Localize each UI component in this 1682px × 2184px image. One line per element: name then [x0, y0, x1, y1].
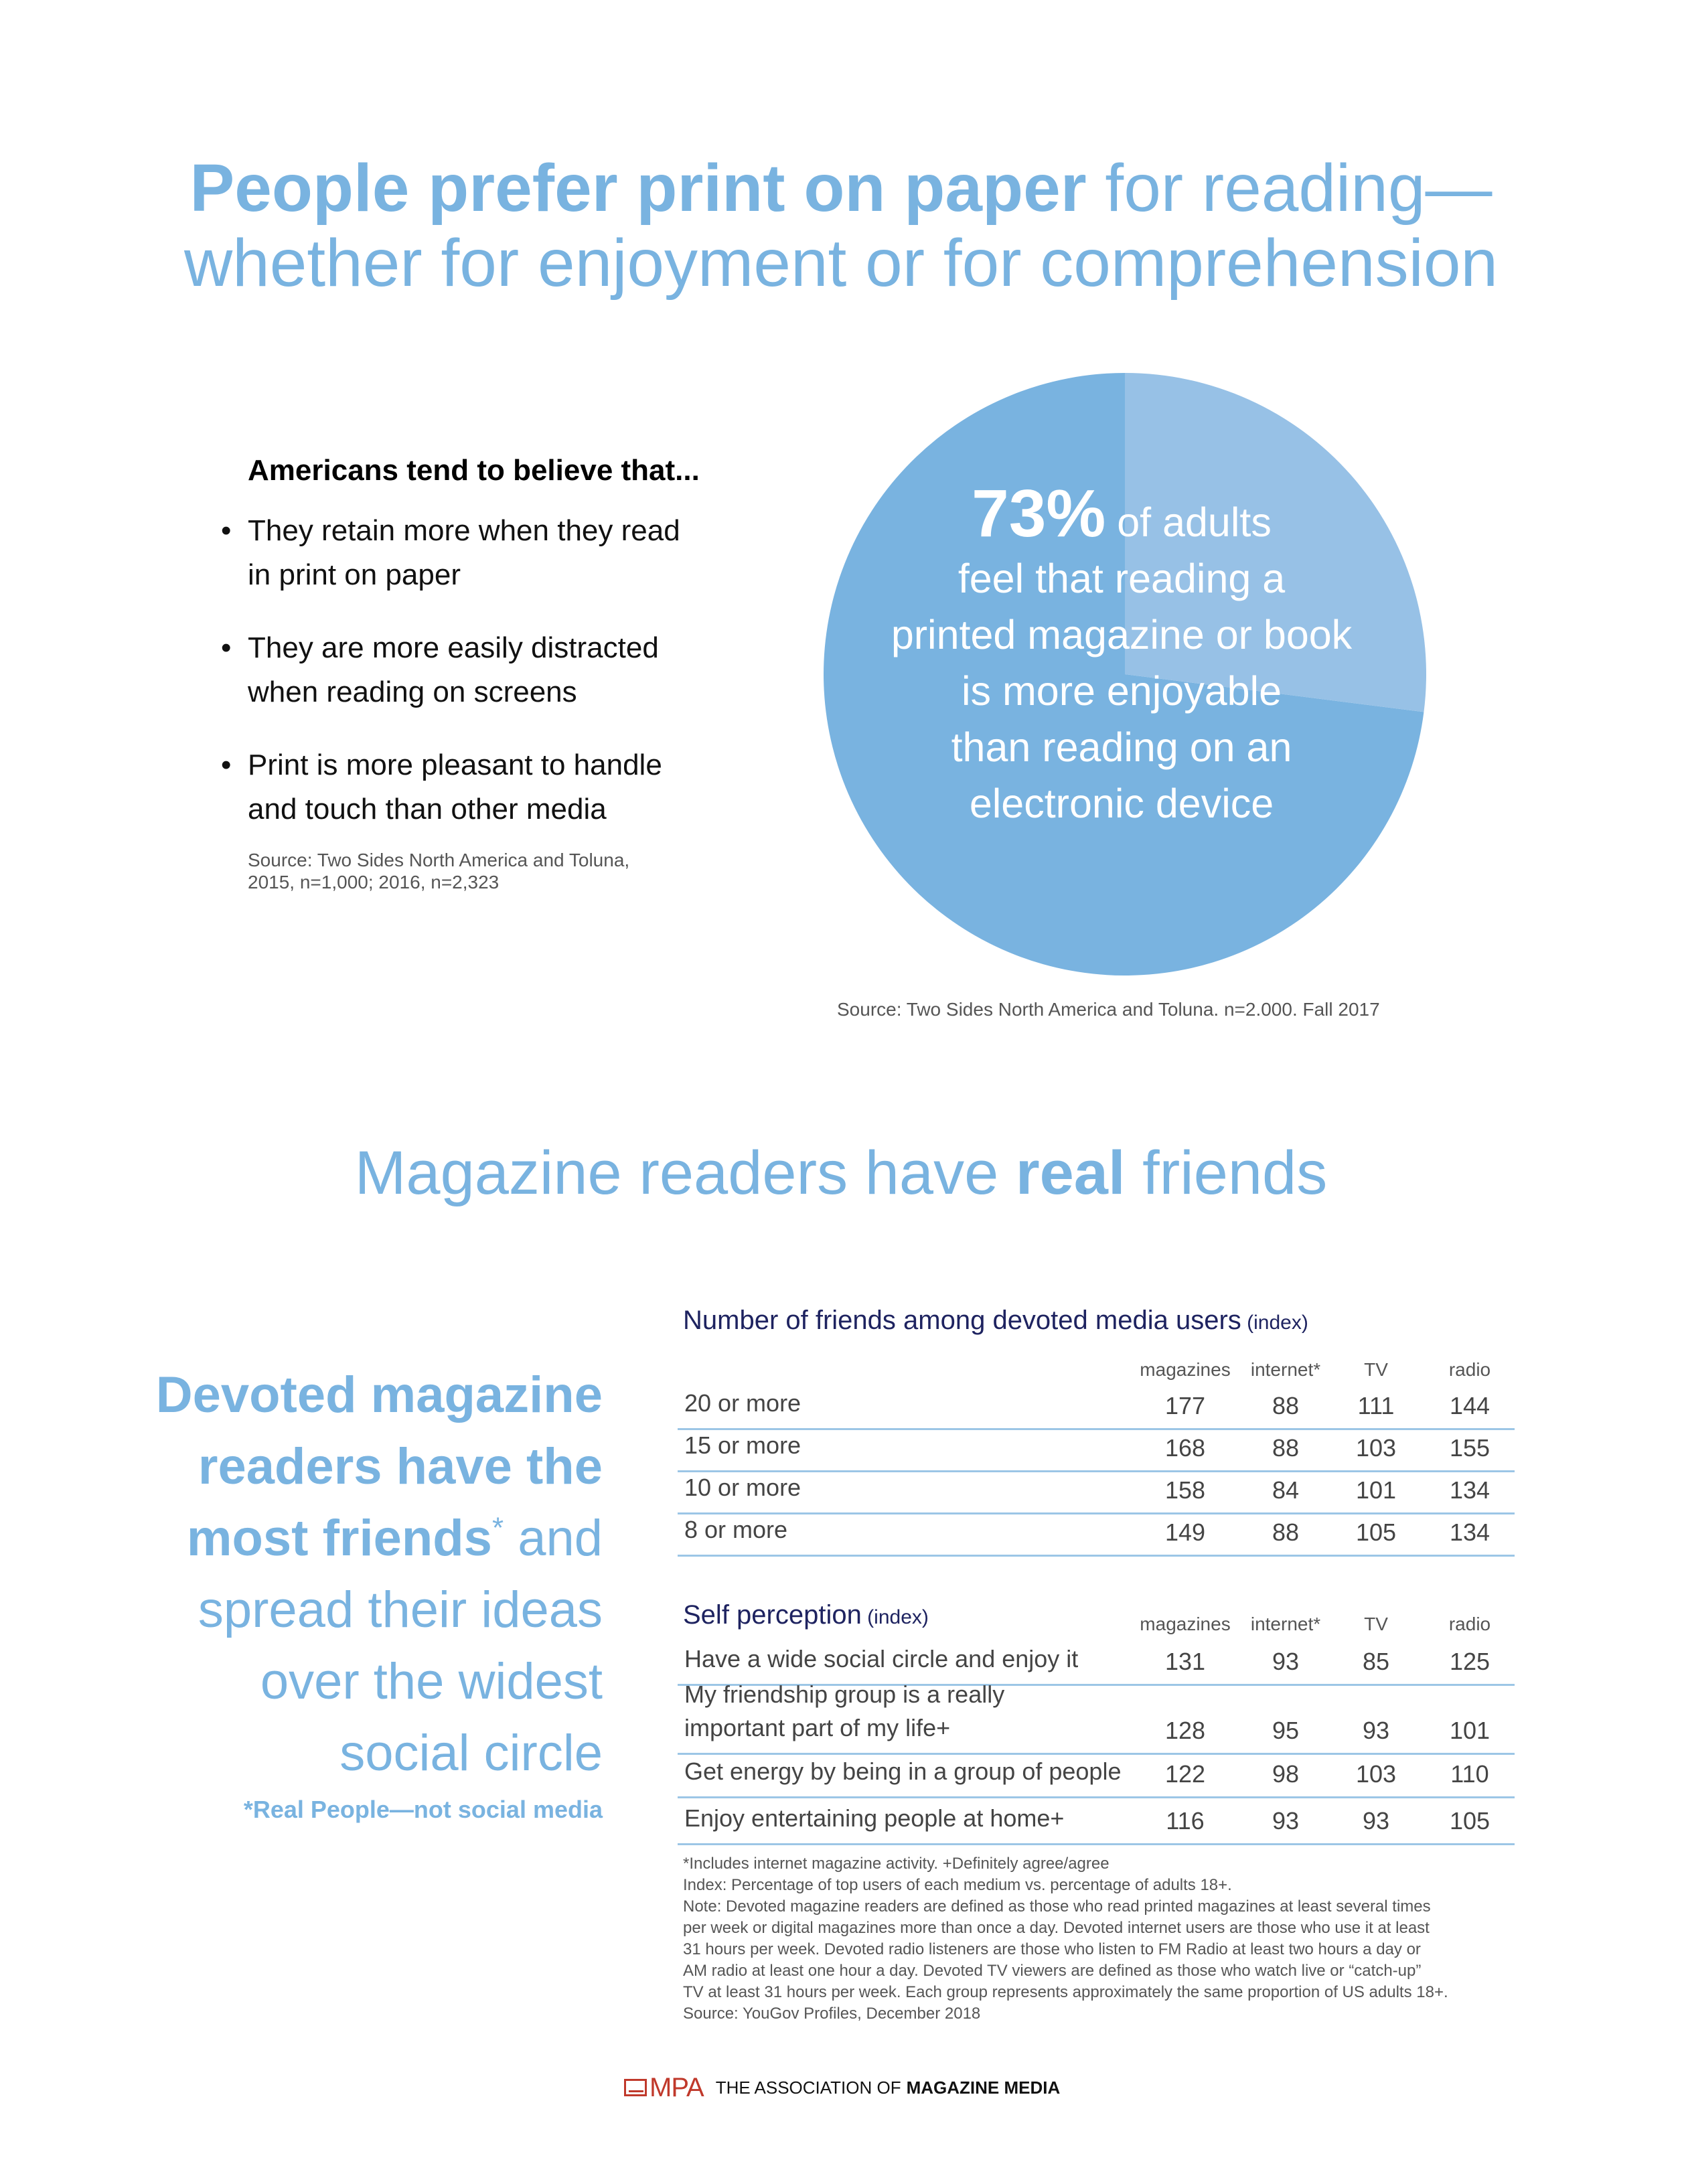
- pie-source: Source: Two Sides North America and Toluna. n=2.000. Fall 2017: [837, 999, 1380, 1020]
- cell-internet: 95: [1272, 1717, 1300, 1744]
- devoted-callout: [80, 1359, 603, 1789]
- cell-magazines: 122: [1164, 1760, 1206, 1788]
- cell-radio: 101: [1449, 1717, 1490, 1744]
- source-line: 2015, n=1,000; 2016, n=2,323: [248, 872, 500, 892]
- row-label: 8 or more: [684, 1516, 788, 1543]
- column-header-magazines: magazines: [1140, 1359, 1231, 1380]
- cell-internet: 84: [1272, 1476, 1300, 1504]
- note-line: per week or digital magazines more than once a day. Devoted internet users are those who use it at least: [683, 1919, 1430, 1937]
- pie-percent: 73%: [972, 476, 1106, 551]
- cell-magazines: 168: [1164, 1434, 1206, 1462]
- cell-tv: 85: [1362, 1648, 1390, 1675]
- section-title-post: friends: [1125, 1139, 1328, 1207]
- note-line: *Includes internet magazine activity. +Definitely agree/agree: [683, 1855, 1110, 1873]
- cell-magazines: 131: [1164, 1648, 1206, 1675]
- row-label: 10 or more: [684, 1474, 801, 1501]
- real-people-note: *Real People—not social media: [243, 1796, 603, 1823]
- cell-magazines: 149: [1164, 1518, 1206, 1546]
- note-line: Note: Devoted magazine readers are defined as those who read printed magazines at least several times: [683, 1897, 1431, 1916]
- devoted-line: spread their ideas: [198, 1581, 603, 1638]
- cell-tv: 93: [1362, 1717, 1390, 1744]
- belief-bullet: [221, 743, 757, 832]
- cell-internet: 98: [1272, 1760, 1300, 1788]
- pie-line: than reading on an: [951, 724, 1292, 770]
- belief-bullet: [221, 509, 757, 597]
- bullet-dot-icon: •: [221, 514, 232, 547]
- table-row: [678, 1512, 1515, 1557]
- pie-line: printed magazine or book: [891, 612, 1353, 657]
- cell-tv: 103: [1355, 1434, 1397, 1462]
- cell-internet: 88: [1272, 1518, 1300, 1546]
- table-notes: [683, 1853, 1486, 2025]
- table-row: [678, 1753, 1515, 1798]
- cell-magazines: 177: [1164, 1392, 1206, 1419]
- devoted-line: readers have the: [198, 1438, 603, 1495]
- friends-table-title: [683, 1306, 1308, 1336]
- bullet-dot-icon: •: [221, 631, 232, 664]
- table-title-sub: (index): [861, 1606, 929, 1628]
- title-line-2: whether for enjoyment or for comprehension: [183, 226, 1499, 301]
- devoted-line: over the widest: [260, 1653, 603, 1710]
- pie-line: feel that reading a: [958, 556, 1286, 601]
- title-line-1: [0, 151, 1682, 226]
- table-row: [678, 1428, 1515, 1472]
- column-header-internet: internet*: [1250, 1359, 1321, 1380]
- row-label: [684, 1678, 1004, 1745]
- column-header-magazines: magazines: [1140, 1614, 1231, 1634]
- row-label: 20 or more: [684, 1389, 801, 1417]
- self-perception-table-title: [683, 1600, 929, 1630]
- table-row: [678, 1681, 1515, 1755]
- note-line: Index: Percentage of top users of each medium vs. percentage of adults 18+.: [683, 1876, 1232, 1894]
- row-label-line: My friendship group is a really: [684, 1681, 1005, 1708]
- section-title-bold: real: [1015, 1139, 1126, 1207]
- bullet-line: in print on paper: [248, 558, 461, 591]
- note-line: TV at least 31 hours per week. Each group represents approximately the same proportion of US adults 18+.: [683, 1983, 1448, 2001]
- bullet-line: and touch than other media: [248, 793, 607, 826]
- beliefs-source: [248, 849, 716, 893]
- table-title-sub: (index): [1241, 1312, 1308, 1334]
- cell-internet: 93: [1272, 1807, 1300, 1835]
- cell-radio: 125: [1449, 1648, 1490, 1675]
- row-label: 15 or more: [684, 1431, 801, 1459]
- cell-radio: 134: [1449, 1476, 1490, 1504]
- note-line: Source: YouGov Profiles, December 2018: [683, 2005, 981, 2023]
- devoted-rest: and: [504, 1510, 603, 1567]
- column-header-tv: TV: [1364, 1614, 1388, 1634]
- column-header-tv: TV: [1364, 1359, 1388, 1380]
- mpa-logo-text: MPA: [649, 2072, 704, 2102]
- bullet-line: when reading on screens: [248, 676, 577, 708]
- cell-radio: 105: [1449, 1807, 1490, 1835]
- cell-magazines: 158: [1164, 1476, 1206, 1504]
- table-title-text: Self perception: [683, 1600, 862, 1630]
- cell-internet: 88: [1272, 1434, 1300, 1462]
- footer-tagline-bold: MAGAZINE MEDIA: [906, 2077, 1061, 2098]
- footer-tagline-pre: THE ASSOCIATION OF: [715, 2077, 901, 2098]
- page-title: [0, 151, 1682, 301]
- bullet-line: Print is more pleasant to handle: [248, 749, 662, 781]
- title-rest: for reading—: [1086, 151, 1493, 226]
- bullet-line: They retain more when they read: [248, 514, 680, 547]
- table-title-text: Number of friends among devoted media users: [683, 1306, 1241, 1335]
- source-line: Source: Two Sides North America and Toluna,: [248, 850, 630, 870]
- cell-tv: 93: [1362, 1807, 1390, 1835]
- note-line: 31 hours per week. Devoted radio listeners are those who listen to FM Radio at least two hours a day or: [683, 1940, 1421, 1958]
- row-label-line: important part of my life+: [684, 1714, 951, 1741]
- pie-line: electronic device: [969, 781, 1274, 826]
- cell-radio: 155: [1449, 1434, 1490, 1462]
- cell-magazines: 128: [1164, 1717, 1206, 1744]
- cell-radio: 144: [1449, 1392, 1490, 1419]
- cell-tv: 111: [1357, 1392, 1395, 1419]
- table-row: [678, 1470, 1515, 1514]
- bullet-dot-icon: •: [221, 749, 232, 781]
- cell-radio: 110: [1450, 1760, 1489, 1788]
- cell-internet: 93: [1272, 1648, 1300, 1675]
- row-label: Enjoy entertaining people at home+: [684, 1804, 1065, 1832]
- devoted-line: [80, 1502, 603, 1574]
- cell-tv: 105: [1355, 1518, 1397, 1546]
- section-title: [0, 1138, 1682, 1208]
- cell-magazines: 116: [1166, 1807, 1205, 1835]
- devoted-line: social circle: [339, 1725, 603, 1782]
- cell-tv: 103: [1355, 1760, 1397, 1788]
- bullet-line: They are more easily distracted: [248, 631, 659, 664]
- row-label: Get energy by being in a group of people: [684, 1758, 1122, 1785]
- table-row: [678, 1796, 1515, 1845]
- devoted-bold: most friends: [186, 1510, 492, 1567]
- column-header-internet: internet*: [1250, 1614, 1321, 1634]
- pie-line: of adults: [1105, 499, 1272, 545]
- table-row: [678, 1386, 1515, 1430]
- footer: [624, 2074, 1060, 2101]
- note-line: AM radio at least one hour a day. Devoted TV viewers are defined as those who watch live or “catch-up”: [683, 1962, 1422, 1980]
- title-bold: People prefer print on paper: [189, 151, 1087, 226]
- column-header-radio: radio: [1448, 1614, 1491, 1634]
- cell-tv: 101: [1355, 1476, 1397, 1504]
- section-title-pre: Magazine readers have: [354, 1139, 1016, 1207]
- mpa-logo-icon: [624, 2079, 647, 2096]
- belief-bullet: [221, 626, 757, 714]
- pie-line: is more enjoyable: [961, 668, 1282, 714]
- row-label: Have a wide social circle and enjoy it: [684, 1645, 1079, 1672]
- devoted-line: Devoted magazine: [155, 1367, 603, 1423]
- devoted-asterisk: *: [491, 1511, 504, 1545]
- cell-internet: 88: [1272, 1392, 1300, 1419]
- cell-radio: 134: [1449, 1518, 1490, 1546]
- pie-callout-line-1: [837, 476, 1406, 551]
- column-header-radio: radio: [1448, 1359, 1491, 1380]
- beliefs-heading: Americans tend to believe that...: [248, 454, 700, 487]
- pie-callout: [837, 476, 1406, 832]
